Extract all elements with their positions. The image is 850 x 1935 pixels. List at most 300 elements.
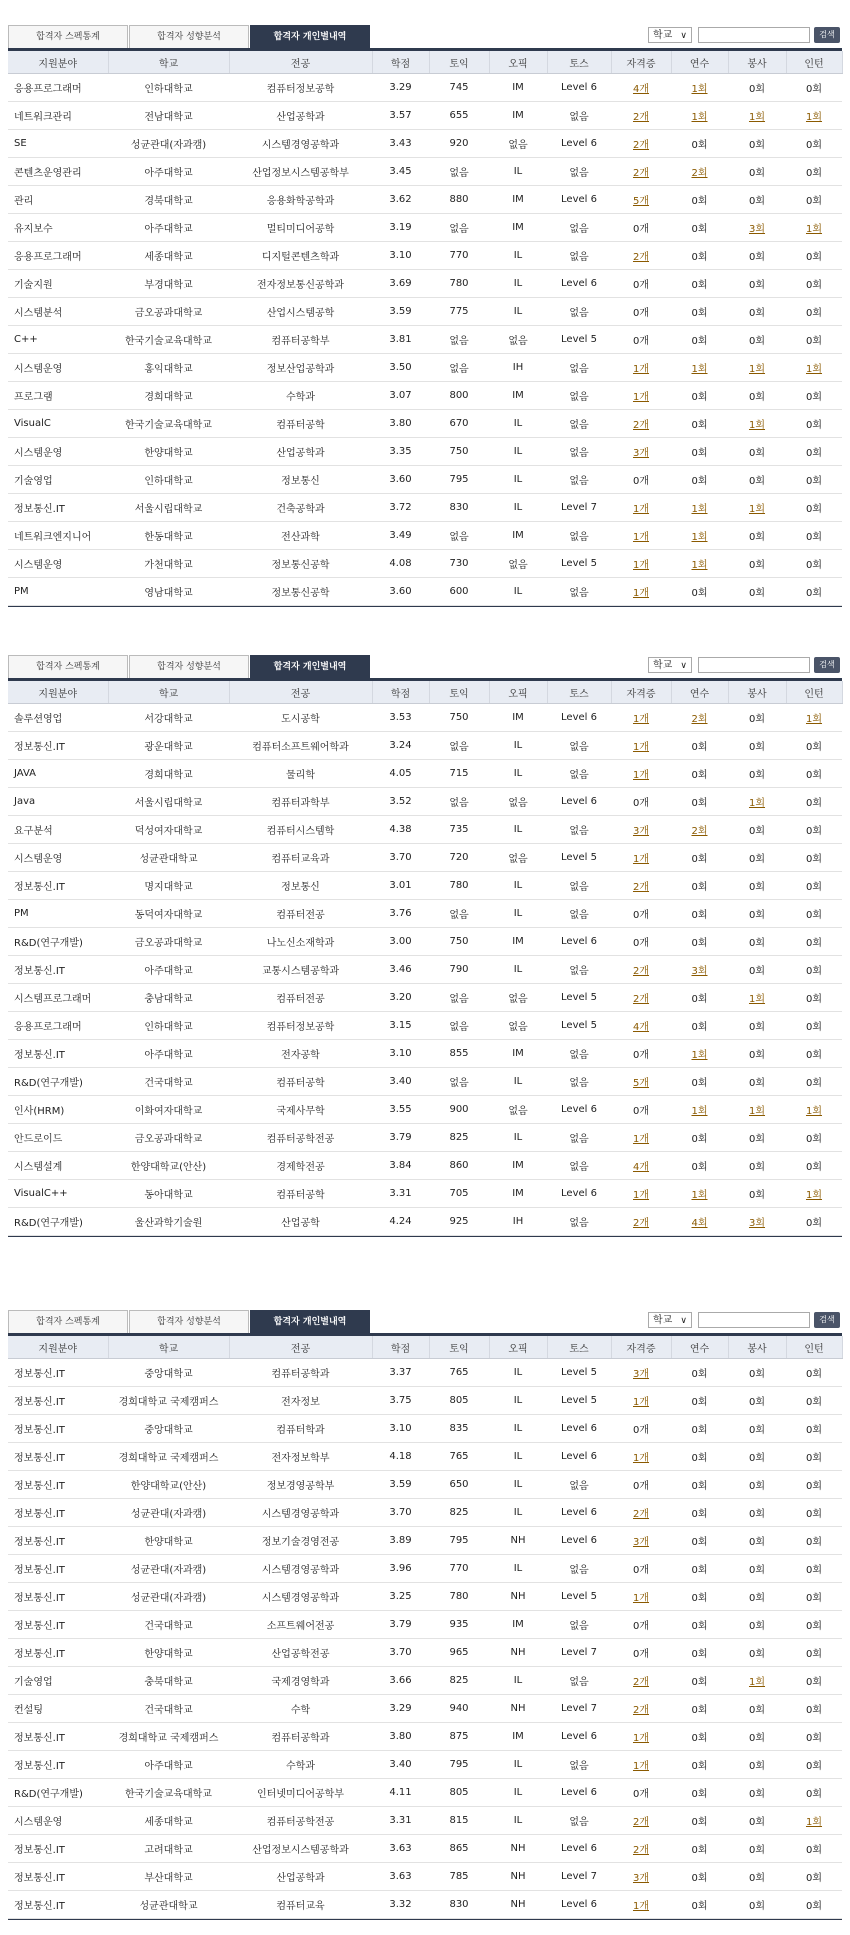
table-cell: 3.40 [372,1068,429,1096]
table-cell: 성균관대(자과캠) [108,1499,229,1527]
table-cell[interactable]: 4개 [611,1152,671,1180]
table-cell[interactable]: 1개 [611,578,671,606]
table-cell[interactable]: 2회 [671,704,728,732]
table-cell: 없음 [547,1667,611,1695]
table-cell: 정보통신.IT [8,1387,108,1415]
tab-tendency-analysis[interactable]: 합격자 성향분석 [129,655,249,678]
table-cell: 고려대학교 [108,1835,229,1863]
table-cell[interactable]: 1회 [671,550,728,578]
table-row [8,522,842,550]
table-cell: Level 5 [547,1387,611,1415]
table-cell: 정보통신공학 [229,550,372,578]
table-cell: 한양대학교(안산) [108,1471,229,1499]
table-cell: 기술영업 [8,466,108,494]
table-cell[interactable]: 1회 [728,102,786,130]
table-cell: 산업공학과 [229,102,372,130]
table-cell[interactable]: 2개 [611,130,671,158]
table-cell: 0회 [786,1891,842,1919]
table-cell: 0회 [728,816,786,844]
table-cell[interactable]: 1회 [728,1667,786,1695]
table-cell: 아주대학교 [108,1040,229,1068]
table-cell[interactable]: 2개 [611,1208,671,1236]
table-row [8,1611,842,1639]
results-panel-3 [8,1307,842,1920]
table-cell: 소프트웨어전공 [229,1611,372,1639]
table-cell[interactable]: 1개 [611,704,671,732]
table-cell[interactable]: 2회 [671,158,728,186]
table-cell: 아주대학교 [108,158,229,186]
table-cell[interactable]: 1개 [611,1180,671,1208]
table-cell: 없음 [489,1012,547,1040]
table-cell: 0회 [728,522,786,550]
table-cell[interactable]: 2개 [611,1499,671,1527]
table-cell: 컨설팅 [8,1695,108,1723]
table-cell: 아주대학교 [108,956,229,984]
table-cell: 없음 [547,466,611,494]
table-cell: 750 [429,438,489,466]
table-cell: 0회 [786,1124,842,1152]
table-cell: 3.15 [372,1012,429,1040]
table-cell: 0개 [611,270,671,298]
table-cell: Level 6 [547,130,611,158]
table-cell[interactable]: 2개 [611,1835,671,1863]
table-cell: 4.08 [372,550,429,578]
results-panel-1 [8,22,842,607]
table-cell[interactable]: 5개 [611,1068,671,1096]
table-row [8,1835,842,1863]
table-cell: 없음 [429,522,489,550]
table-cell: 3.25 [372,1583,429,1611]
select-value: 학교 [653,30,673,41]
table-cell: 0회 [728,1863,786,1891]
table-cell[interactable]: 2개 [611,102,671,130]
column-header: 학교 [108,51,229,74]
table-cell: 0회 [671,1863,728,1891]
table-cell: 0회 [786,1639,842,1667]
table-cell: 3.66 [372,1667,429,1695]
search-input[interactable] [698,27,810,43]
table-cell: 정보통신.IT [8,1499,108,1527]
table-row [8,984,842,1012]
table-cell: 시스템운영 [8,438,108,466]
table-cell[interactable]: 5개 [611,186,671,214]
table-cell: 0회 [671,466,728,494]
table-cell: 0회 [671,1751,728,1779]
table-cell: 0회 [728,466,786,494]
tab-individual-details[interactable]: 합격자 개인별내역 [250,25,370,48]
table-cell: 705 [429,1180,489,1208]
table-cell[interactable]: 2회 [671,816,728,844]
table-cell: 0회 [671,732,728,760]
table-header-row [8,51,842,74]
table-row [8,298,842,326]
table-cell: 시스템분석 [8,298,108,326]
table-cell[interactable]: 1개 [611,382,671,410]
table-cell: 0회 [728,1639,786,1667]
table-cell[interactable]: 1회 [786,102,842,130]
table-cell: 0회 [786,1068,842,1096]
table-cell[interactable]: 1회 [728,984,786,1012]
column-header: 학점 [372,1336,429,1359]
table-cell: 없음 [429,1012,489,1040]
table-cell[interactable]: 2개 [611,956,671,984]
table-cell: 0회 [728,844,786,872]
table-cell[interactable]: 3개 [611,1359,671,1387]
table-cell[interactable]: 3회 [728,214,786,242]
table-cell: IM [489,382,547,410]
table-cell[interactable]: 2개 [611,158,671,186]
table-cell: R&D(연구개발) [8,1779,108,1807]
table-cell[interactable]: 2개 [611,1695,671,1723]
table-cell: 경희대학교 국제캠퍼스 [108,1723,229,1751]
table-row [8,1443,842,1471]
table-row [8,410,842,438]
table-cell: 0회 [786,242,842,270]
table-cell[interactable]: 1개 [611,732,671,760]
column-header: 연수 [671,51,728,74]
table-cell: IM [489,214,547,242]
table-cell: 600 [429,578,489,606]
table-cell[interactable]: 3개 [611,816,671,844]
table-cell[interactable]: 1개 [611,1723,671,1751]
table-cell: 0회 [786,1527,842,1555]
table-cell: 0회 [728,1835,786,1863]
table-cell: IL [489,1807,547,1835]
table-cell: PM [8,578,108,606]
table-cell: 한국기술교육대학교 [108,1779,229,1807]
table-cell: 아주대학교 [108,1751,229,1779]
table-cell[interactable]: 1개 [611,1751,671,1779]
panel-header [8,1307,842,1336]
table-cell: IM [489,1180,547,1208]
table-cell: Level 6 [547,74,611,102]
table-cell: IL [489,1667,547,1695]
table-cell[interactable]: 2개 [611,410,671,438]
table-cell: 0회 [671,1443,728,1471]
table-row [8,1152,842,1180]
table-row [8,1499,842,1527]
table-cell: IL [489,1555,547,1583]
table-cell: 서울시립대학교 [108,494,229,522]
table-cell[interactable]: 1개 [611,1583,671,1611]
table-cell: Level 7 [547,1863,611,1891]
table-cell[interactable]: 1개 [611,354,671,382]
table-cell: 900 [429,1096,489,1124]
table-cell: 컴퓨터공학전공 [229,1807,372,1835]
table-row [8,438,842,466]
column-header: 오픽 [489,681,547,704]
table-cell[interactable]: 1회 [671,522,728,550]
table-cell[interactable]: 3회 [671,956,728,984]
table-cell: 0회 [786,1695,842,1723]
table-cell: 765 [429,1443,489,1471]
table-cell: 정보통신 [229,466,372,494]
table-row [8,1208,842,1236]
table-cell: 한양대학교(안산) [108,1152,229,1180]
column-header: 오픽 [489,1336,547,1359]
table-cell: 0회 [671,872,728,900]
table-cell: 광운대학교 [108,732,229,760]
table-cell[interactable]: 4개 [611,1012,671,1040]
table-cell: 3.40 [372,1751,429,1779]
table-cell: 없음 [547,298,611,326]
table-cell: 없음 [429,158,489,186]
table-cell: 정보통신.IT [8,1040,108,1068]
table-cell[interactable]: 1개 [611,1387,671,1415]
table-cell: 3.70 [372,1639,429,1667]
search-type-select[interactable] [648,1312,692,1328]
tab-tendency-analysis[interactable]: 합격자 성향분석 [129,25,249,48]
table-cell: 0회 [728,1779,786,1807]
table-cell: 서울시립대학교 [108,788,229,816]
table-cell: 3.46 [372,956,429,984]
tab-tendency-analysis[interactable]: 합격자 성향분석 [129,1310,249,1333]
table-cell[interactable]: 3개 [611,1863,671,1891]
table-row [8,1415,842,1443]
table-cell[interactable]: 2개 [611,1807,671,1835]
table-cell: 전산과학 [229,522,372,550]
table-cell: 정보통신.IT [8,494,108,522]
table-cell: 0회 [671,270,728,298]
table-cell[interactable]: 2개 [611,242,671,270]
table-cell[interactable]: 1개 [611,760,671,788]
table-cell: 0회 [728,382,786,410]
table-cell[interactable]: 1회 [728,354,786,382]
table-cell: 860 [429,1152,489,1180]
table-cell: 3.50 [372,354,429,382]
table-cell: 0회 [671,1068,728,1096]
table-cell: 0회 [728,1807,786,1835]
table-cell: Level 6 [547,704,611,732]
table-row [8,1124,842,1152]
table-cell: 965 [429,1639,489,1667]
table-cell: 충북대학교 [108,1667,229,1695]
table-cell: IH [489,1208,547,1236]
table-cell: R&D(연구개발) [8,1068,108,1096]
table-cell: 0회 [728,242,786,270]
table-cell: 0회 [671,1723,728,1751]
table-cell[interactable]: 4회 [671,1208,728,1236]
table-cell: 0회 [728,550,786,578]
table-cell: 0회 [728,158,786,186]
table-cell[interactable]: 1회 [671,494,728,522]
table-row [8,844,842,872]
table-cell: 3.35 [372,438,429,466]
table-cell: NH [489,1835,547,1863]
table-cell[interactable]: 1회 [671,1180,728,1208]
table-cell: 0회 [786,522,842,550]
table-cell[interactable]: 1회 [728,410,786,438]
table-cell: 0개 [611,900,671,928]
table-cell: 0회 [728,1152,786,1180]
table-cell: IL [489,1471,547,1499]
table-cell: 시스템운영 [8,844,108,872]
table-cell: 770 [429,242,489,270]
table-cell[interactable]: 1개 [611,1443,671,1471]
tab-spec-stats[interactable]: 합격자 스펙통계 [8,655,128,678]
tab-spec-stats[interactable]: 합격자 스펙통계 [8,1310,128,1333]
table-cell[interactable]: 1개 [611,550,671,578]
table-cell[interactable]: 1개 [611,1124,671,1152]
table-cell[interactable]: 1회 [671,1040,728,1068]
table-cell: 0회 [671,1667,728,1695]
table-cell[interactable]: 3개 [611,438,671,466]
table-cell: 730 [429,550,489,578]
table-cell: IL [489,578,547,606]
column-header: 학점 [372,51,429,74]
table-cell: 3.57 [372,102,429,130]
table-cell: 0회 [786,410,842,438]
table-row [8,956,842,984]
table-cell[interactable]: 1회 [728,1096,786,1124]
table-cell: 없음 [429,984,489,1012]
table-cell: 0회 [728,1040,786,1068]
table-cell: 산업공학 [229,1208,372,1236]
table-cell[interactable]: 1회 [671,102,728,130]
table-cell: 정보통신.IT [8,732,108,760]
table-cell: 775 [429,298,489,326]
table-cell: 0회 [671,788,728,816]
table-cell[interactable]: 1회 [786,704,842,732]
column-header: 자격증 [611,51,671,74]
table-cell: IM [489,1152,547,1180]
table-cell: R&D(연구개발) [8,928,108,956]
column-header: 인턴 [786,681,842,704]
table-cell: JAVA [8,760,108,788]
tab-individual-details[interactable]: 합격자 개인별내역 [250,1310,370,1333]
table-cell: 없음 [547,1124,611,1152]
table-cell: 0회 [786,900,842,928]
table-cell: 0회 [671,242,728,270]
column-header: 전공 [229,51,372,74]
table-cell: 금오공과대학교 [108,928,229,956]
table-row [8,1751,842,1779]
table-cell: 컴퓨터정보공학 [229,1012,372,1040]
table-cell: 0회 [786,1499,842,1527]
table-cell: 없음 [547,1751,611,1779]
table-cell[interactable]: 1개 [611,494,671,522]
table-cell[interactable]: 1회 [671,74,728,102]
table-cell: 0회 [728,1012,786,1040]
table-cell: 한양대학교 [108,1527,229,1555]
table-cell[interactable]: 1회 [786,1096,842,1124]
table-cell[interactable]: 1회 [786,1180,842,1208]
table-row [8,1359,842,1387]
tab-spec-stats[interactable]: 합격자 스펙통계 [8,25,128,48]
table-cell: 0개 [611,214,671,242]
table-cell: 0개 [611,1415,671,1443]
table-cell[interactable]: 1회 [786,354,842,382]
table-divider [8,606,842,607]
search-input[interactable] [698,1312,810,1328]
table-cell: 명지대학교 [108,872,229,900]
table-cell: 3.19 [372,214,429,242]
table-cell: 중앙대학교 [108,1415,229,1443]
table-cell: 0개 [611,1639,671,1667]
table-cell: 응용프로그래머 [8,242,108,270]
search-button[interactable]: 검색 [814,1312,840,1328]
table-cell: 0회 [671,1012,728,1040]
table-cell: Level 6 [547,186,611,214]
search-button[interactable]: 검색 [814,27,840,43]
search-type-select[interactable] [648,27,692,43]
table-row [8,1779,842,1807]
table-cell: 0회 [728,1499,786,1527]
table-cell: 0회 [728,760,786,788]
search-button[interactable]: 검색 [814,657,840,673]
chevron-down-icon: ∨ [680,1316,687,1326]
search-input[interactable] [698,657,810,673]
table-cell: 0회 [671,760,728,788]
table-row [8,354,842,382]
table-cell: 0회 [728,1068,786,1096]
tab-individual-details[interactable]: 합격자 개인별내역 [250,655,370,678]
table-cell: NH [489,1695,547,1723]
table-cell: 0회 [786,1040,842,1068]
table-cell: 0회 [671,1124,728,1152]
table-row [8,1527,842,1555]
table-cell: 없음 [547,872,611,900]
table-cell: 0회 [786,816,842,844]
table-cell: 성균관대(자과캠) [108,130,229,158]
table-cell: IM [489,704,547,732]
table-cell[interactable]: 2개 [611,984,671,1012]
table-cell: 0회 [786,1751,842,1779]
table-cell: 없음 [547,1152,611,1180]
table-cell[interactable]: 2개 [611,1667,671,1695]
table-cell[interactable]: 1회 [671,1096,728,1124]
table-cell: 정보통신.IT [8,1751,108,1779]
table-cell: Level 6 [547,1415,611,1443]
table-cell: Level 7 [547,1695,611,1723]
table-cell[interactable]: 1회 [786,1807,842,1835]
table-cell[interactable]: 1회 [671,354,728,382]
search-type-select[interactable] [648,657,692,673]
table-cell[interactable]: 2개 [611,872,671,900]
table-cell: 805 [429,1387,489,1415]
table-cell: 0회 [786,494,842,522]
table-cell: NH [489,1891,547,1919]
table-cell: 0개 [611,1040,671,1068]
table-cell: 855 [429,1040,489,1068]
table-cell: 없음 [547,1555,611,1583]
table-cell[interactable]: 1회 [786,214,842,242]
table-cell: 산업시스템공학 [229,298,372,326]
table-cell: 825 [429,1667,489,1695]
table-cell[interactable]: 4개 [611,74,671,102]
table-cell[interactable]: 3개 [611,1527,671,1555]
table-cell: 수학 [229,1695,372,1723]
table-cell: 0회 [728,1415,786,1443]
table-cell: 3.60 [372,466,429,494]
table-cell[interactable]: 3회 [728,1208,786,1236]
table-cell: 0회 [671,410,728,438]
table-cell[interactable]: 1개 [611,844,671,872]
table-cell: 0개 [611,298,671,326]
table-cell: 0회 [728,704,786,732]
table-cell: 인하대학교 [108,74,229,102]
table-cell: 0개 [611,1779,671,1807]
table-cell[interactable]: 1회 [728,494,786,522]
table-cell: 0회 [728,1695,786,1723]
table-cell: 0회 [786,1611,842,1639]
table-cell: IL [489,900,547,928]
table-cell[interactable]: 1개 [611,1891,671,1919]
panel-header [8,22,842,51]
table-cell: 전자공학 [229,1040,372,1068]
table-cell[interactable]: 1회 [728,788,786,816]
table-cell[interactable]: 1개 [611,522,671,550]
